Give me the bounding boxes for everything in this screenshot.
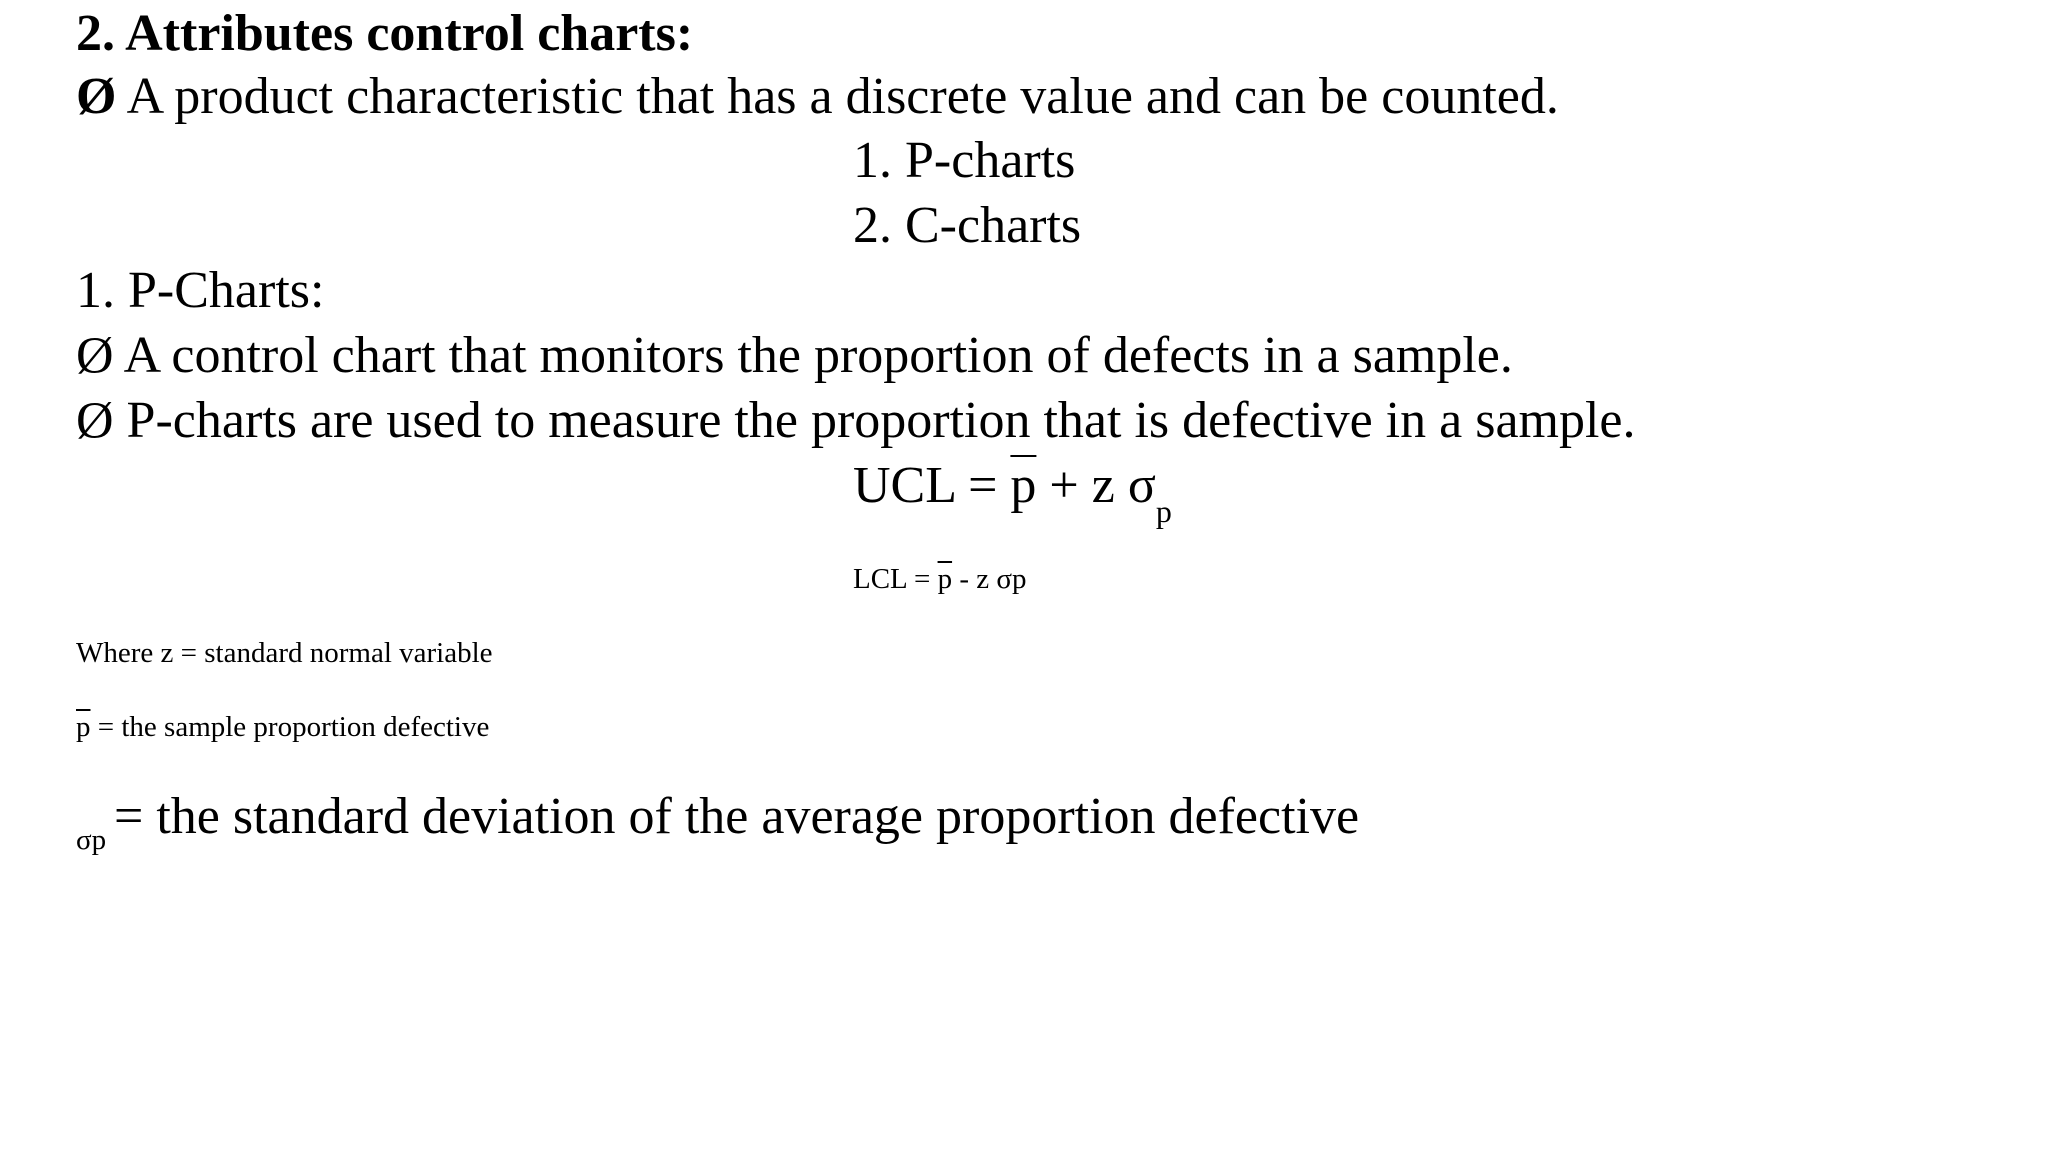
slide-heading: 2. Attributes control charts: (76, 5, 694, 62)
pbar-symbol: $\overline{p}$ (76, 711, 91, 743)
ucl-formula (853, 457, 1172, 529)
chart-type-c: 2. C-charts (853, 197, 1082, 254)
lcl-lhs: LCL = (853, 563, 938, 595)
ucl-subscript: p (1155, 493, 1172, 529)
lcl-pbar: $\overline{p}$ (937, 563, 953, 595)
bullet-symbol: Ø (76, 68, 117, 125)
sigma-symbol: σp (76, 824, 107, 856)
pchart-bullet-2: Ø P-charts are used to measure the proportion that is defective in a sample. (76, 392, 1636, 449)
pchart-bullet-1: Ø A control chart that monitors the proportion of defects in a sample. (76, 327, 1513, 384)
intro-bullet (76, 68, 1559, 125)
lcl-rest: - z σp (952, 563, 1027, 595)
chart-type-p: 1. P-charts (853, 132, 1076, 189)
ucl-pbar: $\overline{p}$ (1010, 457, 1037, 514)
ucl-lhs: UCL = (853, 457, 1011, 514)
pbar-text: = the sample proportion defective (90, 711, 490, 743)
sigma-definition: = the standard deviation of the average proportion defective (114, 788, 1360, 845)
definition-z: Where z = standard normal variable (76, 637, 493, 669)
pchart-title: 1. P-Charts: (76, 262, 325, 319)
lcl-formula (853, 565, 1026, 594)
definition-pbar (76, 713, 489, 742)
ucl-rest: + z σ (1036, 457, 1156, 514)
intro-text: A product characteristic that has a discrete value and can be counted. (116, 68, 1559, 125)
